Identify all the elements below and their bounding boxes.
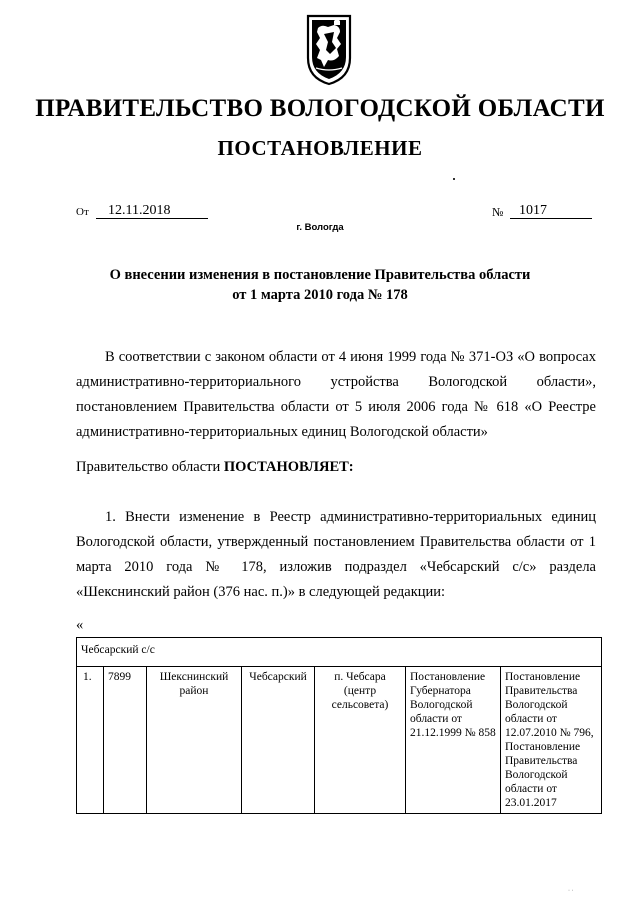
cell-change: Постановление Правительства Вологодской области от 12.07.2010 № 796, Постановление Правительства Вологодской области от 23.01.2017 (501, 667, 602, 814)
table-row (77, 667, 602, 814)
cell-basis: Постановление Губернатора Вологодской области от 21.12.1999 № 858 (406, 667, 501, 814)
opening-quote: « (76, 617, 84, 633)
city: г. Вологда (296, 222, 344, 233)
cell-code: 7899 (104, 667, 147, 814)
document-number: 1017 (519, 203, 547, 218)
number-underline (510, 218, 592, 219)
date-underline (96, 218, 208, 219)
paragraph-item-1: 1. Внести изменение в Реестр административно-территориальных единиц Вологодской области, утвержденный постановлением Правительства области от 1 марта 2010 года № 178, изложив подраздел «Чебсарский с/с» раздела «Шекснинский район (376 нас. п.)» в следующей редакции: (76, 509, 596, 600)
document-date: 12.11.2018 (108, 203, 171, 218)
coat-of-arms-icon (304, 12, 354, 86)
registry-table (76, 637, 602, 814)
decrees-prefix: Правительство области (76, 459, 224, 475)
paragraph-preamble: В соответствии с законом области от 4 июня 1999 года № 371-ОЗ «О вопросах административно-территориального устройства Вологодской области», постановлением Правительства области от 5 июля 2006 года № 618 «О Реестре административно-территориальных единиц Вологодской области» (76, 349, 596, 440)
document-type: ПОСТАНОВЛЕНИЕ (217, 136, 423, 160)
table-section-header-row (77, 638, 602, 667)
cell-district: Шекснинский район (147, 667, 242, 814)
cell-center: п. Чебсара (центр сельсовета) (315, 667, 406, 814)
cell-name: Чебсарский (242, 667, 315, 814)
title-line-2: от 1 марта 2010 года № 178 (232, 287, 408, 303)
cell-num: 1. (77, 667, 104, 814)
document-title (0, 265, 640, 305)
ink-dot (453, 178, 455, 180)
scan-specks: · · (568, 888, 574, 894)
government-name: ПРАВИТЕЛЬСТВО ВОЛОГОДСКОЙ ОБЛАСТИ (35, 95, 605, 122)
title-line-1: О внесении изменения в постановление Правительства области (109, 267, 531, 283)
paragraph-decrees (76, 455, 596, 480)
table-section-header: Чебсарский с/с (77, 638, 602, 667)
date-prefix: От (76, 206, 89, 218)
decrees-keyword: ПОСТАНОВЛЯЕТ: (223, 459, 354, 475)
number-prefix: № (492, 205, 504, 219)
